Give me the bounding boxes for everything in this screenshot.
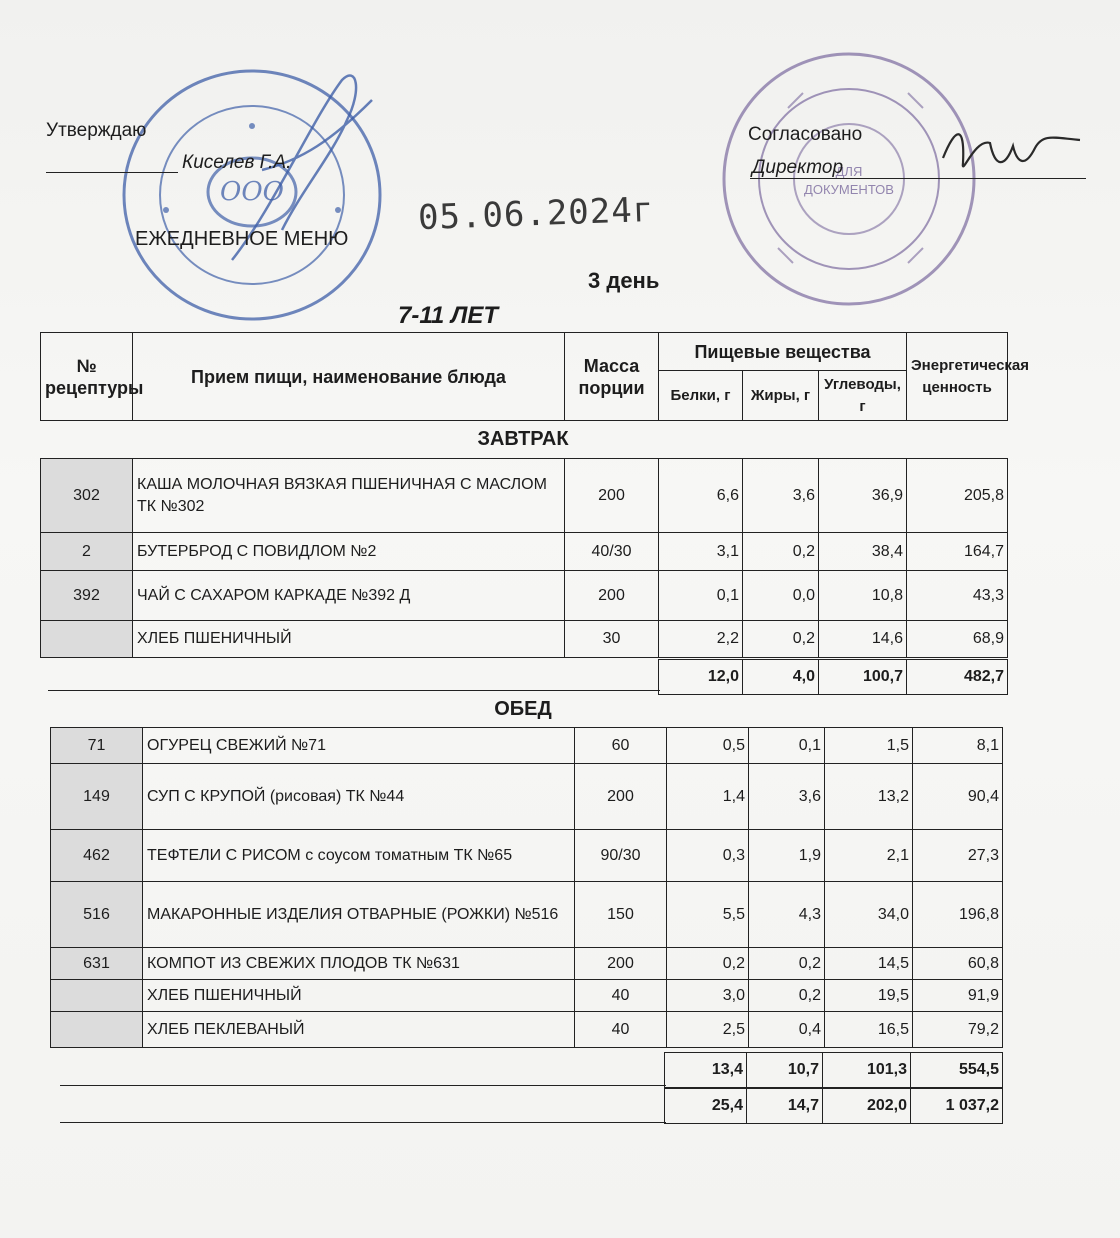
fat-cell: 4,3 [749,882,825,948]
header-portion-mass: Масса порции [565,333,659,421]
portion-mass-cell: 40 [575,1012,667,1048]
breakfast-total [658,659,1008,695]
header-nutrients: Пищевые вещества [659,333,907,371]
breakfast-total-carbs: 100,7 [819,660,907,695]
breakfast-total-baseline [48,690,660,691]
dish-name-cell: КОМПОТ ИЗ СВЕЖИХ ПЛОДОВ ТК №631 [143,948,575,980]
day-total-energy: 1 037,2 [911,1089,1003,1124]
protein-cell: 5,5 [667,882,749,948]
energy-cell: 91,9 [913,980,1003,1012]
portion-mass-cell: 200 [565,571,659,621]
protein-cell: 6,6 [659,459,743,533]
approver-name: Киселев Г.А. [182,152,292,173]
energy-cell: 43,3 [907,571,1008,621]
energy-cell: 68,9 [907,621,1008,658]
lunch-total-fat: 10,7 [747,1053,823,1088]
carbs-cell: 13,2 [825,764,913,830]
lunch-title: ОБЕД [494,698,552,720]
table-row [51,948,1003,980]
portion-mass-cell: 90/30 [575,830,667,882]
carbs-cell: 34,0 [825,882,913,948]
table-row [41,571,1008,621]
energy-cell: 60,8 [913,948,1003,980]
fat-cell: 0,2 [749,948,825,980]
table-row [51,1012,1003,1048]
table-row [51,764,1003,830]
dish-name-cell: СУП С КРУПОЙ (рисовая) ТК №44 [143,764,575,830]
recipe-number-cell: 71 [51,728,143,764]
protein-cell: 2,2 [659,621,743,658]
recipe-number-cell [51,1012,143,1048]
carbs-cell: 2,1 [825,830,913,882]
director-signature-line [750,178,1086,179]
protein-cell: 3,1 [659,533,743,571]
energy-cell: 27,3 [913,830,1003,882]
dish-name-cell: БУТЕРБРОД С ПОВИДЛОМ №2 [133,533,565,571]
recipe-number-cell: 149 [51,764,143,830]
portion-mass-cell: 150 [575,882,667,948]
protein-cell: 0,3 [667,830,749,882]
carbs-cell: 36,9 [819,459,907,533]
fat-cell: 1,9 [749,830,825,882]
breakfast-total-protein: 12,0 [659,660,743,695]
carbs-cell: 19,5 [825,980,913,1012]
svg-text:ООО: ООО [220,177,284,207]
protein-cell: 2,5 [667,1012,749,1048]
lunch-total-baseline [60,1085,666,1086]
energy-cell: 164,7 [907,533,1008,571]
protein-cell: 0,1 [659,571,743,621]
recipe-number-cell [41,621,133,658]
energy-cell: 8,1 [913,728,1003,764]
fat-cell: 3,6 [749,764,825,830]
header-carbs: Углеводы, г [819,371,907,421]
carbs-cell: 14,6 [819,621,907,658]
day-total-baseline [60,1122,666,1123]
protein-cell: 3,0 [667,980,749,1012]
breakfast-table [40,458,1008,658]
menu-title: ЕЖЕДНЕВНОЕ МЕНЮ [135,228,349,250]
table-row [41,621,1008,658]
recipe-number-cell: 392 [41,571,133,621]
dish-name-cell: МАКАРОННЫЕ ИЗДЕЛИЯ ОТВАРНЫЕ (РОЖКИ) №516 [143,882,575,948]
portion-mass-cell: 40 [575,980,667,1012]
energy-cell: 205,8 [907,459,1008,533]
lunch-total-energy: 554,5 [911,1053,1003,1088]
recipe-number-cell: 462 [51,830,143,882]
day-label: 3 день [588,268,660,293]
organization-stamp-left [112,60,392,330]
header-dish-name: Прием пищи, наименование блюда [133,333,565,421]
dish-name-cell: КАША МОЛОЧНАЯ ВЯЗКАЯ ПШЕНИЧНАЯ С МАСЛОМ ТК №302 [133,459,565,533]
handwritten-date: 05.06.2024г [417,189,655,239]
portion-mass-cell: 200 [565,459,659,533]
director-label: Директор [752,157,844,178]
recipe-number-cell [51,980,143,1012]
fat-cell: 0,2 [743,621,819,658]
day-total-carbs: 202,0 [823,1089,911,1124]
protein-cell: 0,5 [667,728,749,764]
carbs-cell: 38,4 [819,533,907,571]
agreed-label: Согласовано [748,124,863,145]
carbs-cell: 14,5 [825,948,913,980]
header-energy: Энергетическая ценность [907,333,1008,421]
carbs-cell: 10,8 [819,571,907,621]
table-row [51,980,1003,1012]
portion-mass-cell: 40/30 [565,533,659,571]
recipe-number-cell: 631 [51,948,143,980]
lunch-table [50,727,1003,1048]
portion-mass-cell: 30 [565,621,659,658]
header-recipe-number: № рецептуры [41,333,133,421]
protein-cell: 0,2 [667,948,749,980]
carbs-cell: 1,5 [825,728,913,764]
dish-name-cell: ХЛЕБ ПШЕНИЧНЫЙ [133,621,565,658]
recipe-number-cell: 516 [51,882,143,948]
breakfast-total-fat: 4,0 [743,660,819,695]
recipe-number-cell: 2 [41,533,133,571]
table-row [41,459,1008,533]
fat-cell: 0,4 [749,1012,825,1048]
portion-mass-cell: 200 [575,764,667,830]
breakfast-title: ЗАВТРАК [477,428,569,450]
table-row [51,830,1003,882]
dish-name-cell: ОГУРЕЦ СВЕЖИЙ №71 [143,728,575,764]
table-row [41,533,1008,571]
day-total [664,1088,1003,1124]
protein-cell: 1,4 [667,764,749,830]
fat-cell: 0,0 [743,571,819,621]
breakfast-total-energy: 482,7 [907,660,1008,695]
age-group-title: 7-11 ЛЕТ [398,302,499,329]
table-row [51,882,1003,948]
fat-cell: 0,2 [749,980,825,1012]
dish-name-cell: ТЕФТЕЛИ С РИСОМ с соусом томатным ТК №65 [143,830,575,882]
dish-name-cell: ХЛЕБ ПЕКЛЕВАНЫЙ [143,1012,575,1048]
day-total-fat: 14,7 [747,1089,823,1124]
portion-mass-cell: 60 [575,728,667,764]
header-fat: Жиры, г [743,371,819,421]
recipe-number-cell: 302 [41,459,133,533]
energy-cell: 90,4 [913,764,1003,830]
header-protein: Белки, г [659,371,743,421]
portion-mass-cell: 200 [575,948,667,980]
fat-cell: 0,1 [749,728,825,764]
fat-cell: 3,6 [743,459,819,533]
lunch-total-carbs: 101,3 [823,1053,911,1088]
table-row [51,728,1003,764]
energy-cell: 196,8 [913,882,1003,948]
dish-name-cell: ЧАЙ С САХАРОМ КАРКАДЕ №392 Д [133,571,565,621]
day-total-protein: 25,4 [665,1089,747,1124]
svg-text:ДЛЯ: ДЛЯ [835,164,863,179]
approver-signature-line [46,172,178,173]
svg-text:ДОКУМЕНТОВ: ДОКУМЕНТОВ [804,182,894,197]
menu-table-header [40,332,1030,421]
approve-label: Утверждаю [46,120,147,141]
energy-cell: 79,2 [913,1012,1003,1048]
fat-cell: 0,2 [743,533,819,571]
lunch-total [664,1052,1003,1088]
dish-name-cell: ХЛЕБ ПШЕНИЧНЫЙ [143,980,575,1012]
lunch-total-protein: 13,4 [665,1053,747,1088]
carbs-cell: 16,5 [825,1012,913,1048]
